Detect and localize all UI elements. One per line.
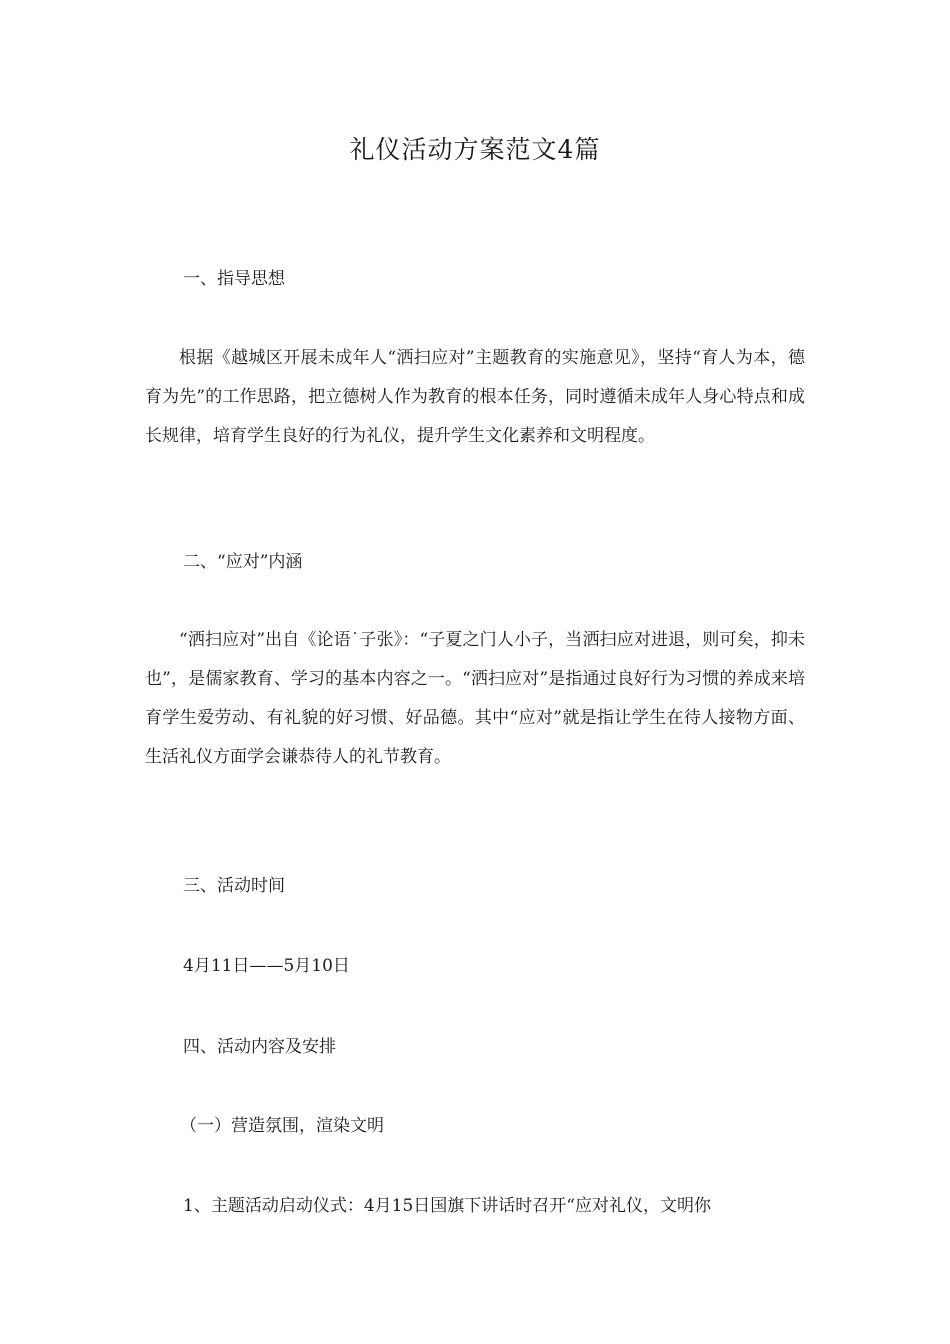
- subheading-atmosphere: （一）营造氛围，渲染文明: [180, 1116, 384, 1136]
- section-heading-guiding-ideology: 一、指导思想: [183, 269, 285, 289]
- paragraph-text: 根据《越城区开展未成年人“洒扫应对”主题教育的实施意见》，坚持“育人为本，德育为先”的工作思路，把立德树人作为教育的根本任务，同时遵循未成年人身心特点和成长规律，培育学生良好的行为礼仪，提升学生文化素养和文明程度。: [145, 348, 805, 446]
- activity-date-range: 4月11日——5月10日: [183, 956, 350, 976]
- section-paragraph-guiding-ideology: [145, 339, 805, 456]
- section-heading-activity-time: 三、活动时间: [183, 876, 285, 896]
- section-heading-activity-content: 四、活动内容及安排: [183, 1037, 336, 1057]
- document-title: 礼仪活动方案范文4篇: [349, 135, 601, 164]
- section-paragraph-connotation: [145, 621, 805, 777]
- paragraph-text: “洒扫应对”出自《论语˙子张》：“子夏之门人小子，当洒扫应对进退，则可矣，抑未也”，是儒家教育、学习的基本内容之一。“洒扫应对”是指通过良好行为习惯的养成来培育学生爱劳动、有礼貌的好习惯、好品德。其中“应对”就是指让学生在待人接物方面、生活礼仪方面学会谦恭待人的礼节教育。: [145, 630, 805, 767]
- section-heading-connotation: 二、“应对”内涵: [183, 552, 303, 572]
- list-item-launch-ceremony: 1、主题活动启动仪式：4月15日国旗下讲话时召开“应对礼仪，文明你: [183, 1196, 711, 1216]
